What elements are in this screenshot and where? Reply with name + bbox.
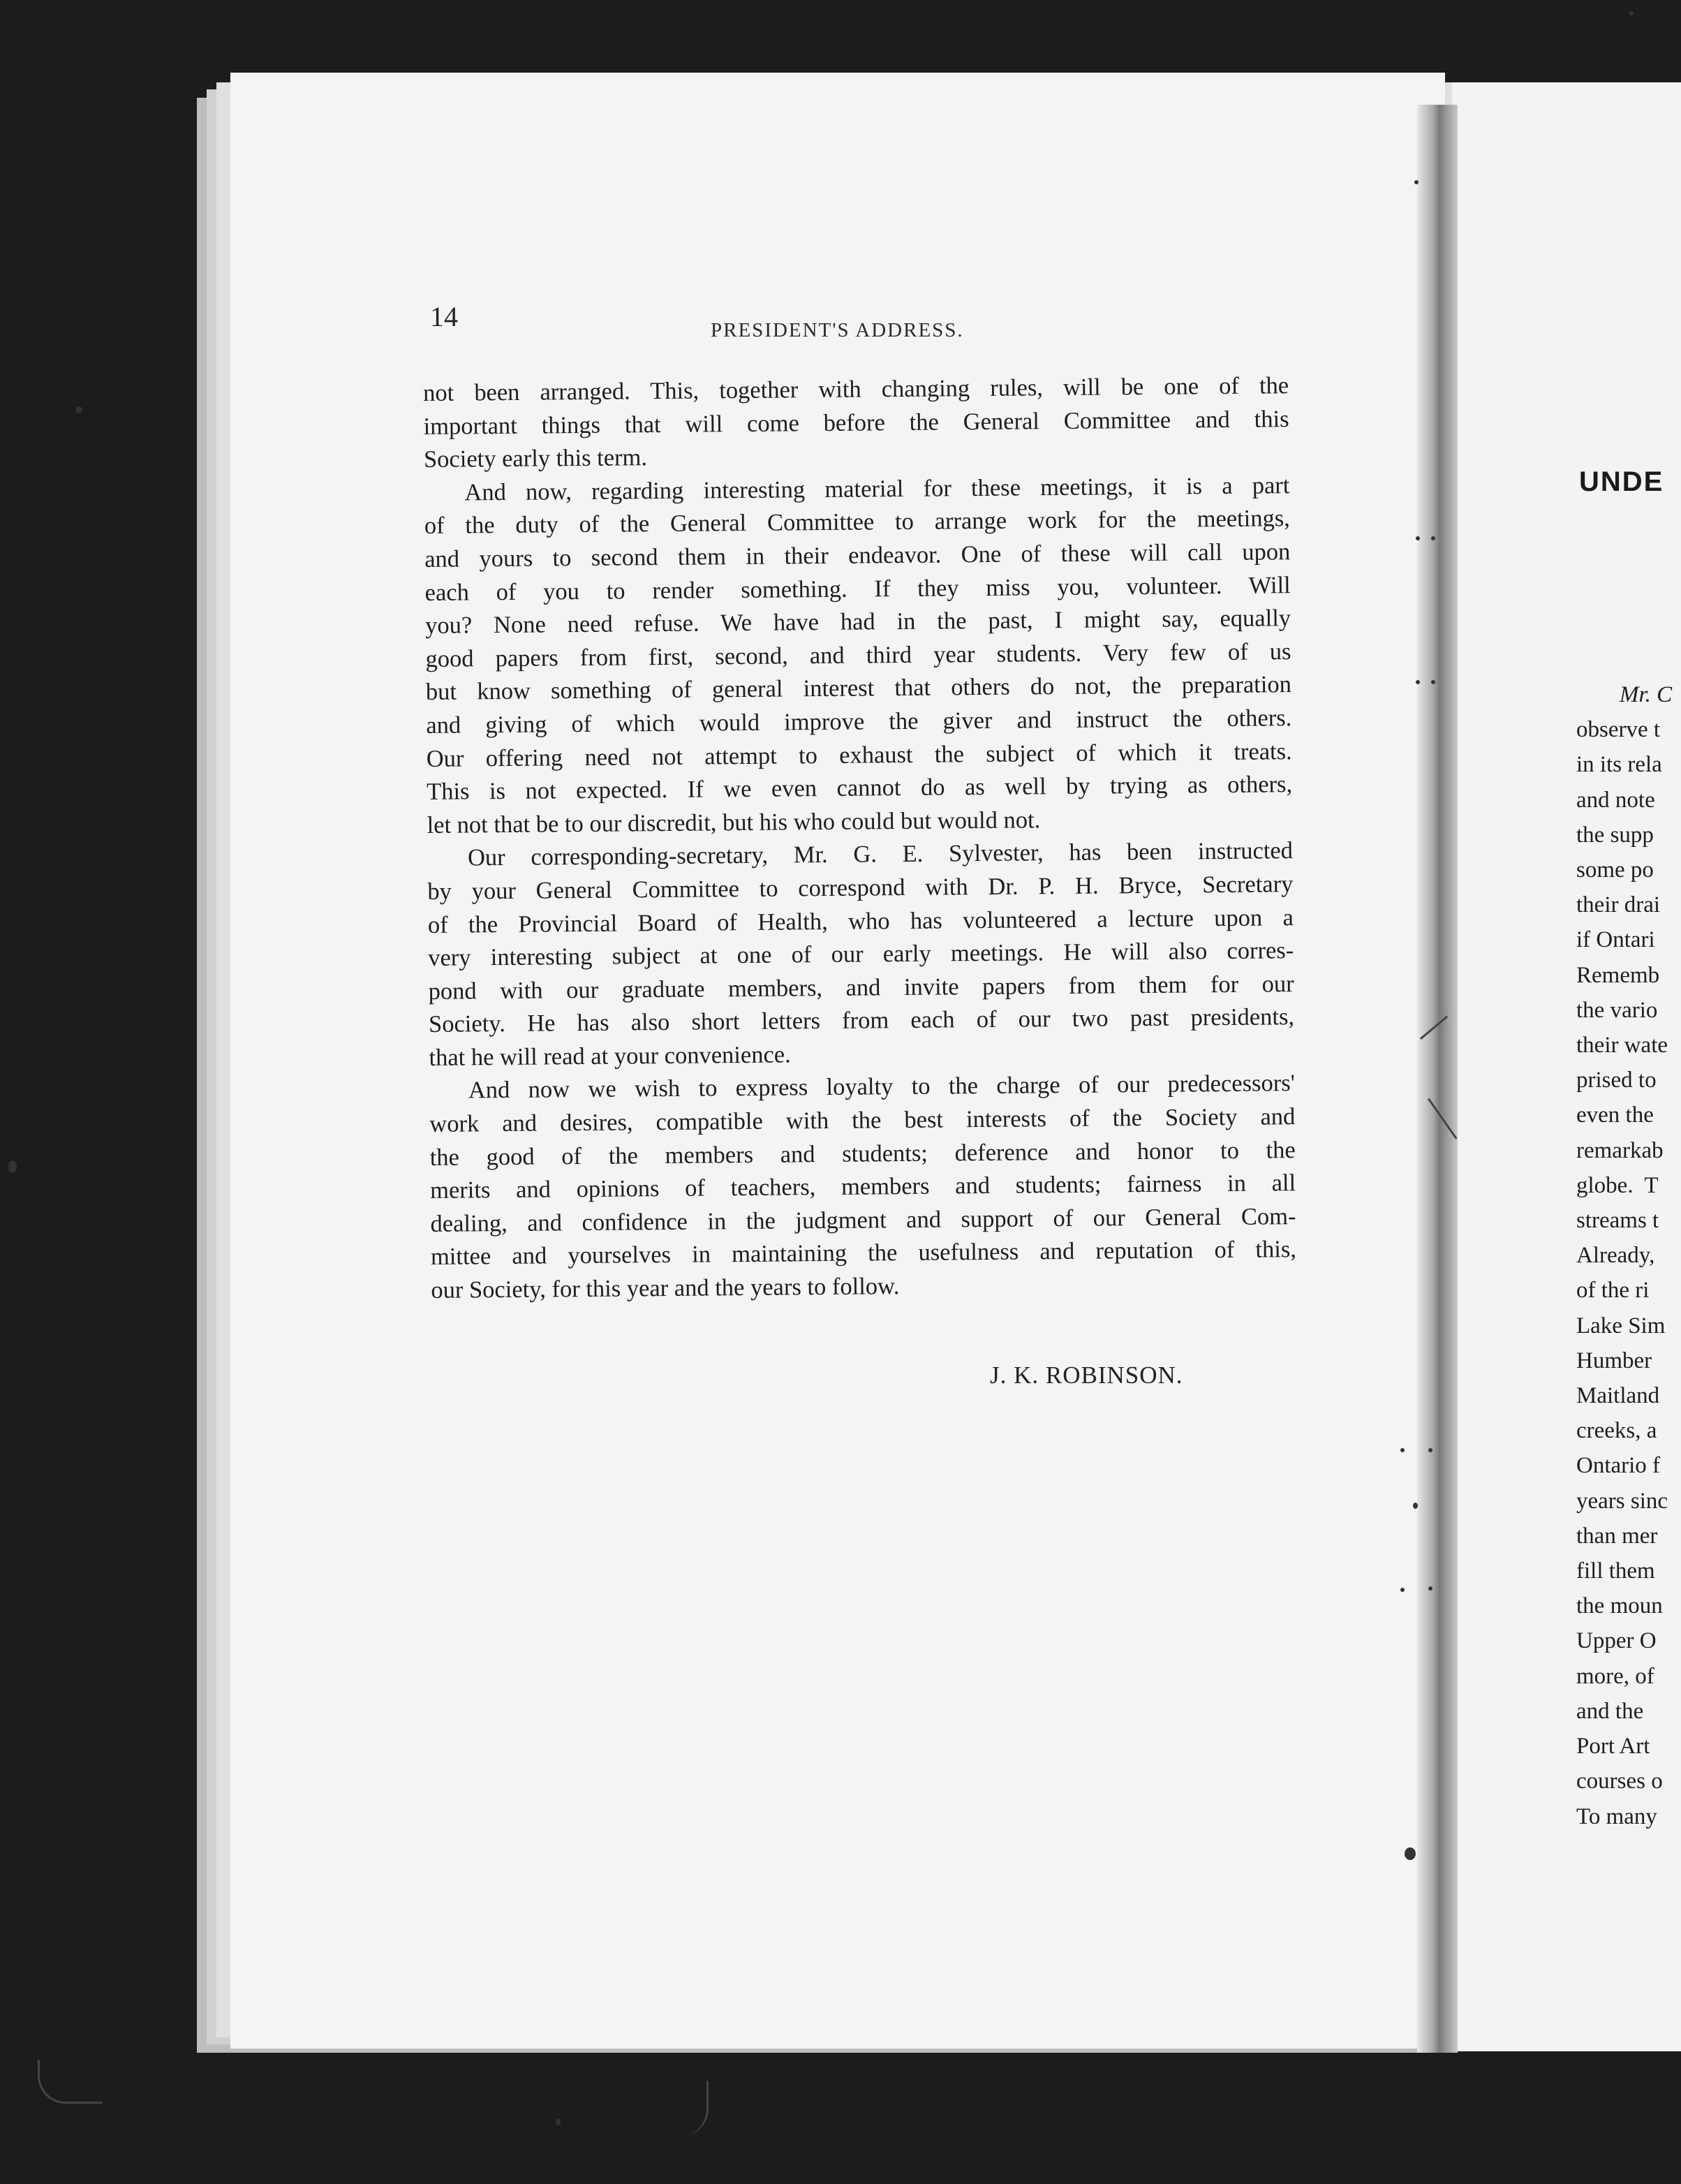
book-gutter xyxy=(1417,105,1458,2053)
text-line: not been arranged. This, together with changing rules, will be one of the xyxy=(423,372,1289,406)
text-line: the supp xyxy=(1576,822,1654,848)
scan-speck xyxy=(1431,536,1435,540)
text-line: by your General Committee to correspond with Dr. P. H. Bryce, Secretary xyxy=(427,871,1294,905)
text-line: Our offering need not attempt to exhaust the subject of which it treats. xyxy=(426,737,1292,772)
text-line: Port Art xyxy=(1576,1734,1650,1759)
text-line: creeks, a xyxy=(1576,1418,1657,1444)
text-line: important things that will come before the General Committee and this xyxy=(423,405,1289,440)
text-line: remarkab xyxy=(1576,1137,1664,1163)
scan-speck xyxy=(1400,1448,1405,1452)
paragraph xyxy=(429,1068,1297,1308)
signature: J. K. ROBINSON. xyxy=(990,1362,1183,1389)
text-line: Rememb xyxy=(1576,962,1660,988)
scan-speck xyxy=(1405,1847,1416,1860)
text-line: some po xyxy=(1576,857,1654,883)
scan-mark xyxy=(38,2060,103,2104)
text-line: Upper O xyxy=(1576,1628,1657,1654)
scan-speck xyxy=(1431,680,1435,684)
text-line: in its rela xyxy=(1576,752,1662,778)
text-line: prised to xyxy=(1576,1068,1657,1093)
text-line: observe t xyxy=(1576,717,1661,743)
text-line: and yours to second them in their endeavor. One of these will call upon xyxy=(424,538,1291,573)
text-line: the moun xyxy=(1576,1593,1663,1619)
scan-speck xyxy=(1428,1586,1432,1591)
scan-mark xyxy=(679,2081,709,2137)
text-line: if Ontari xyxy=(1576,927,1655,953)
text-line: their wate xyxy=(1576,1033,1668,1058)
text-line: work and desires, compatible with the best interests of the Society and xyxy=(429,1103,1296,1138)
text-line: than mer xyxy=(1576,1523,1658,1549)
text-line: Humber xyxy=(1576,1348,1652,1373)
text-line: pond with our graduate members, and invite papers from them for our xyxy=(428,970,1294,1005)
scan-speck xyxy=(75,406,82,413)
text-line: you? None need refuse. We have had in the past, I might say, equally xyxy=(424,605,1291,640)
text-line: Ontario f xyxy=(1576,1453,1661,1479)
text-line: good papers from first, second, and third year students. Very few of us xyxy=(425,637,1291,672)
text-line: that he will read at your convenience. xyxy=(429,1041,791,1071)
body-text xyxy=(423,369,1297,1307)
text-line: and the xyxy=(1576,1698,1644,1724)
text-line: their drai xyxy=(1576,892,1661,918)
paragraph xyxy=(427,834,1295,1075)
scan-speck xyxy=(1400,1588,1405,1592)
text-line: globe. T xyxy=(1576,1172,1659,1198)
paragraph xyxy=(424,469,1293,842)
scan-speck xyxy=(1428,1448,1432,1452)
right-page-column xyxy=(1576,677,1672,1834)
text-line: courses o xyxy=(1576,1769,1663,1794)
scan-speck xyxy=(1414,180,1419,184)
text-line: let not that be to our discredit, but his who could but would not. xyxy=(427,806,1041,839)
scan-speck xyxy=(1416,536,1420,540)
text-line: the good of the members and students; deference and honor to the xyxy=(429,1136,1296,1171)
text-line: years sinc xyxy=(1576,1488,1668,1514)
text-line: and note xyxy=(1576,787,1655,813)
text-line: even the xyxy=(1576,1102,1654,1128)
text-line: of the Provincial Board of Health, who has volunteered a lecture upon a xyxy=(427,903,1294,938)
text-line: To many xyxy=(1576,1803,1657,1829)
text-line: And now we wish to express loyalty to the charge of our predecessors' xyxy=(468,1070,1296,1104)
text-line: Already, xyxy=(1576,1243,1655,1269)
text-line: of the ri xyxy=(1576,1278,1650,1304)
scan-speck xyxy=(1413,1503,1418,1509)
text-line: and giving of which would improve the giver and instruct the others. xyxy=(426,704,1292,739)
text-line: our Society, for this year and the years to follow. xyxy=(431,1273,900,1304)
text-line: streams t xyxy=(1576,1208,1659,1234)
running-head: PRESIDENT'S ADDRESS. xyxy=(711,319,964,341)
text-line: This is not expected. If we even cannot do as well by trying as others, xyxy=(427,771,1293,806)
right-page-heading: UNDE xyxy=(1579,466,1664,497)
text-line: of the duty of the General Committee to arrange work for the meetings, xyxy=(424,505,1290,540)
text-line: dealing, and confidence in the judgment and support of our General Com- xyxy=(430,1202,1296,1237)
paragraph xyxy=(423,369,1289,477)
text-line: Society early this term. xyxy=(423,444,648,473)
right-lead-text: Mr. C xyxy=(1620,682,1673,707)
text-line: mittee and yourselves in maintaining the usefulness and reputation of this, xyxy=(430,1236,1297,1271)
text-line: And now, regarding interesting material for these meetings, it is a part xyxy=(464,471,1290,506)
text-line: Society. He has also short letters from each of our two past presidents, xyxy=(428,1003,1295,1038)
scan-speck xyxy=(556,2118,561,2125)
text-line: Lake Sim xyxy=(1576,1313,1666,1338)
text-line: Our corresponding-secretary, Mr. G. E. Sylvester, has been instructed xyxy=(467,837,1294,871)
scan-speck xyxy=(1629,11,1634,15)
scan-speck xyxy=(8,1160,17,1173)
text-line: but know something of general interest that others do not, the preparation xyxy=(425,671,1292,706)
text-line: the vario xyxy=(1576,997,1658,1023)
text-line: Maitland xyxy=(1576,1383,1660,1409)
page-number: 14 xyxy=(430,301,458,332)
text-line: very interesting subject at one of our early meetings. He will also corres- xyxy=(428,937,1294,972)
text-line: fill them xyxy=(1576,1558,1655,1584)
text-line: merits and opinions of teachers, members and students; fairness in all xyxy=(430,1170,1296,1204)
scan-speck xyxy=(1416,680,1420,684)
text-line: more, of xyxy=(1576,1663,1654,1689)
text-line: each of you to render something. If they miss you, volunteer. Will xyxy=(424,571,1291,606)
